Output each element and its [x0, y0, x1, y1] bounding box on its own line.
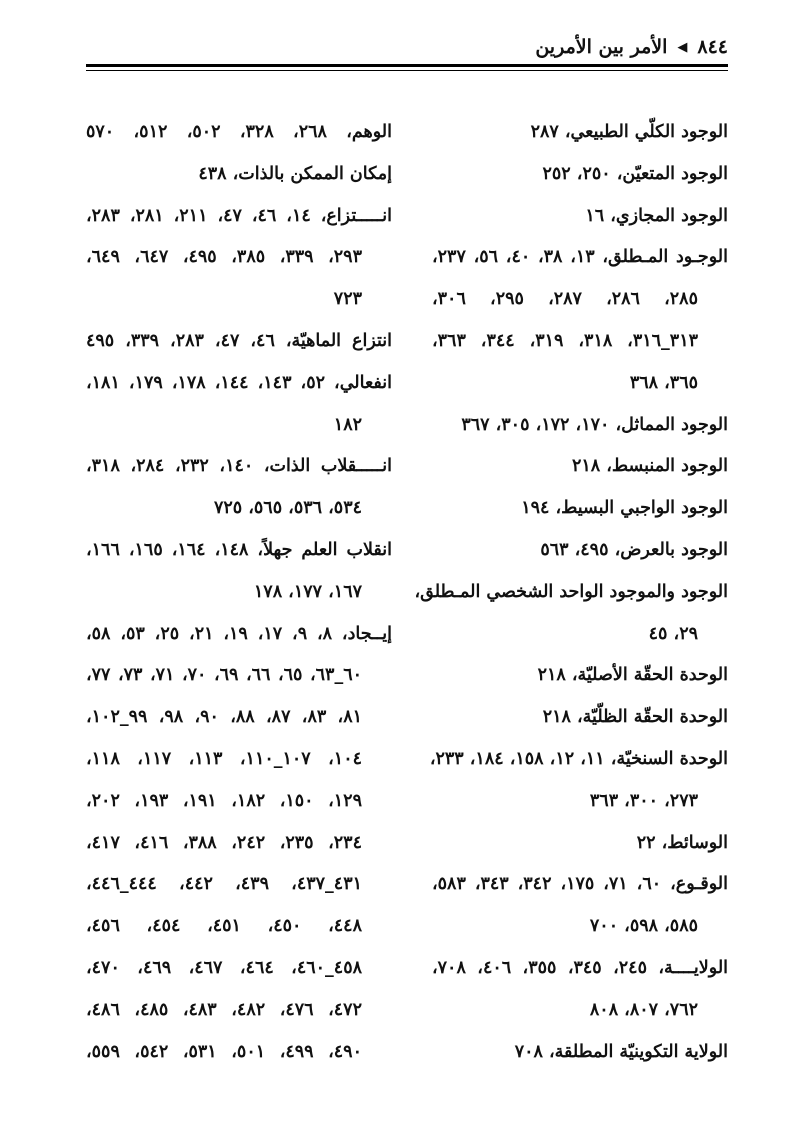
index-entry-continuation: ٢٧٣، ٣٠٠، ٣٦٣ — [589, 790, 698, 811]
index-entry: الوجود المنبسط، ٢١٨ — [571, 456, 728, 477]
index-entry: الوجود المجازي، ١٦ — [585, 205, 728, 226]
index-entry: الوحدة الحقّة الظلّيّة، ٢١٨ — [542, 707, 728, 728]
index-entry-continuation: ٢٩، ٤٥ — [648, 623, 698, 644]
index-entry: الوجود المماثل، ١٧٠، ١٧٢، ٣٠٥، ٣٦٧ — [461, 414, 728, 435]
index-entry: انـــــقلاب الذات، ١٤٠، ٢٣٢، ٢٨٤، ٣١٨، — [86, 456, 392, 477]
index-entry-continuation: ٧٢٣ — [333, 289, 362, 310]
index-entry: الولاية التكوينيّة المطلقة، ٧٠٨ — [514, 1041, 728, 1062]
index-entry: انـــــتزاع، ١٤، ٤٦، ٤٧، ٢١١، ٢٨١، ٢٨٣، — [86, 205, 392, 226]
index-column-right — [414, 112, 729, 1073]
index-entry: الوحدة السنخيّة، ١١، ١٢، ١٥٨، ١٨٤، ٢٣٣، — [429, 748, 728, 769]
index-entry: انتزاع الماهيّة، ٤٦، ٤٧، ٢٨٣، ٣٣٩، ٤٩٥ — [86, 330, 393, 351]
header-rule-thick — [86, 64, 728, 67]
index-entry-continuation: ٢٨٥، ٢٨٦، ٢٨٧، ٢٩٥، ٣٠٦، — [432, 289, 698, 310]
index-entry-continuation: ٣١٣_٣١٦، ٣١٨، ٣١٩، ٣٤٤، ٣٦٣، — [432, 330, 698, 351]
index-entry: الوسائط، ٢٢ — [636, 832, 728, 853]
index-entry-continuation: ٧٦٢، ٨٠٧، ٨٠٨ — [589, 999, 698, 1020]
page-number: ٨٤٤ — [697, 36, 728, 58]
index-entry-continuation: ٣٦٥، ٣٦٨ — [629, 372, 698, 393]
triangle-left-icon: ◀ — [677, 39, 688, 55]
index-entry-continuation: ٥٨٥، ٥٩٨، ٧٠٠ — [589, 916, 698, 937]
index-entry-continuation: ٦٠_٦٣، ٦٥، ٦٦، ٦٩، ٧٠، ٧١، ٧٣، ٧٧، — [86, 665, 363, 686]
index-entry-continuation: ١٦٧، ١٧٧، ١٧٨ — [253, 581, 362, 602]
index-entry-continuation: ٤٣١_٤٣٧، ٤٣٩، ٤٤٢، ٤٤٤_٤٤٦، — [86, 874, 362, 895]
index-entry: الوحدة الحقّة الأصليّة، ٢١٨ — [537, 665, 728, 686]
index-entry-continuation: ٤٤٨، ٤٥٠، ٤٥١، ٤٥٤، ٤٥٦، — [86, 916, 362, 937]
index-entry-continuation: ١٠٤، ١٠٧_١١٠، ١١٣، ١١٧، ١١٨، — [86, 748, 362, 769]
index-entry-continuation: ٨١، ٨٣، ٨٧، ٨٨، ٩٠، ٩٨، ٩٩_١٠٢، — [86, 707, 363, 728]
index-entry: الوجـود المـطلق، ١٣، ٣٨، ٤٠، ٥٦، ٢٣٧، — [432, 247, 728, 268]
index-entry: الوقـوع، ٦٠، ٧١، ١٧٥، ٣٤٢، ٣٤٣، ٥٨٣، — [432, 874, 728, 895]
index-entry-continuation: ٤٧٢، ٤٧٦، ٤٨٢، ٤٨٣، ٤٨٥، ٤٨٦، — [86, 999, 362, 1020]
index-entry: الولايــــة، ٢٤٥، ٣٤٥، ٣٥٥، ٤٠٦، ٧٠٨، — [432, 957, 729, 978]
index-column-left — [86, 112, 392, 1073]
index-entry-continuation: ٢٩٣، ٣٣٩، ٣٨٥، ٤٩٥، ٦٤٧، ٦٤٩، — [86, 247, 362, 268]
running-title: الأمر بين الأمرين — [535, 36, 668, 58]
index-entry: الوهم، ٢٦٨، ٣٢٨، ٥٠٢، ٥١٢، ٥٧٠ — [86, 122, 392, 142]
index-entry: الوجود والموجود الواحد الشخصي المـطلق، — [414, 581, 728, 602]
index-entry: الوجود الواجبي البسيط، ١٩٤ — [521, 498, 728, 519]
index-entry-continuation: ٥٣٤، ٥٣٦، ٥٦٥، ٧٢٥ — [213, 498, 362, 519]
running-header — [86, 30, 728, 64]
index-entry: إيــجاد، ٨، ٩، ١٧، ١٩، ٢١، ٢٥، ٥٣، ٥٨، — [86, 623, 392, 644]
index-entry: الوجود الكلّي الطبيعي، ٢٨٧ — [530, 122, 728, 142]
index-entry: انفعالي، ٥٢، ١٤٣، ١٤٤، ١٧٨، ١٧٩، ١٨١، — [86, 372, 392, 393]
index-entry-continuation: ٤٥٨_٤٦٠، ٤٦٤، ٤٦٧، ٤٦٩، ٤٧٠، — [86, 957, 362, 978]
index-entry-continuation: ١٨٢ — [333, 414, 362, 435]
index-entry-continuation: ١٢٩، ١٥٠، ١٨٢، ١٩١، ١٩٣، ٢٠٢، — [86, 790, 362, 811]
index-entry: انقلاب العلم جهلاً، ١٤٨، ١٦٤، ١٦٥، ١٦٦، — [86, 539, 392, 560]
index-entry: الوجود المتعيّن، ٢٥٠، ٢٥٢ — [542, 163, 728, 184]
index-entry: الوجود بالعرض، ٤٩٥، ٥٦٣ — [540, 539, 728, 560]
index-entry-continuation: ٤٩٠، ٤٩٩، ٥٠١، ٥٣١، ٥٤٢، ٥٥٩، — [86, 1041, 362, 1062]
header-rule-thin — [86, 70, 728, 71]
index-entry: إمكان الممكن بالذات، ٤٣٨ — [198, 163, 392, 184]
index-entry-continuation: ٢٣٤، ٢٣٥، ٢٤٢، ٣٨٨، ٤١٦، ٤١٧، — [86, 832, 362, 853]
